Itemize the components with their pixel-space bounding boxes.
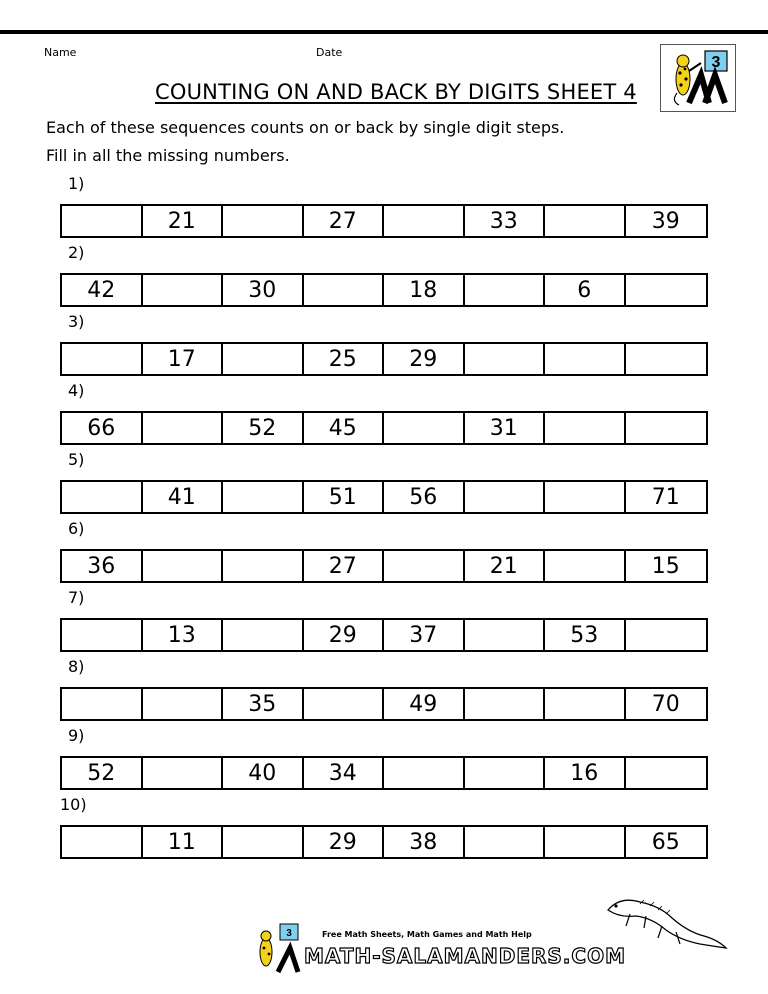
answer-box[interactable] [223,827,304,857]
sequence-number: 16 [545,758,626,788]
answer-box[interactable] [626,275,706,305]
answer-box[interactable] [62,620,143,650]
sequence-number: 27 [304,551,385,581]
answer-box[interactable] [62,827,143,857]
answer-box[interactable] [626,344,706,374]
answer-box[interactable] [62,344,143,374]
grade-logo [660,44,736,112]
sequence-number: 18 [384,275,465,305]
question-label: 10) [60,795,87,814]
date-label: Date [316,46,343,59]
question-label: 3) [68,312,85,331]
sequence-number: 13 [143,620,224,650]
answer-box[interactable] [545,413,626,443]
answer-box[interactable] [465,620,546,650]
answer-box[interactable] [545,689,626,719]
answer-box[interactable] [545,551,626,581]
sequence-number: 34 [304,758,385,788]
answer-box[interactable] [626,413,706,443]
answer-box[interactable] [304,275,385,305]
question-label: 8) [68,657,85,676]
sequence-number: 52 [223,413,304,443]
sequence-number: 27 [304,206,385,236]
sequence-number: 71 [651,484,680,510]
sequence-number: 41 [143,482,224,512]
answer-box[interactable] [223,344,304,374]
answer-box[interactable] [223,620,304,650]
sequence-row [60,687,708,721]
sequence-row [60,618,708,652]
instructions-line-1: Each of these sequences counts on or back by single digit steps. [46,118,565,137]
answer-box[interactable] [384,413,465,443]
answer-box[interactable] [143,551,224,581]
answer-box[interactable] [465,689,546,719]
answer-box[interactable] [384,206,465,236]
footer-tagline: Free Math Sheets, Math Games and Math Help [322,930,532,939]
question-label: 1) [68,174,85,193]
footer-badge-number: 3 [286,928,292,939]
answer-box[interactable] [143,689,224,719]
sequence-number: 38 [384,827,465,857]
question-label: 2) [68,243,85,262]
sequence-number: 40 [223,758,304,788]
sequence-number: 39 [651,208,680,234]
footer-site-name: MATH-SALAMANDERS.COM [304,944,626,968]
sequence-number: 25 [304,344,385,374]
sequence-number: 53 [545,620,626,650]
sequence-number: 29 [304,620,385,650]
sequence-row [60,273,708,307]
answer-box[interactable] [62,206,143,236]
sequence-number: 66 [62,413,143,443]
sequence-row [60,342,708,376]
answer-box[interactable] [143,413,224,443]
sequence-number: 31 [465,413,546,443]
answer-box[interactable] [223,482,304,512]
answer-box[interactable] [545,827,626,857]
sequence-number: 29 [384,344,465,374]
name-label: Name [44,46,77,59]
answer-box[interactable] [62,689,143,719]
question-label: 4) [68,381,85,400]
sequence-number: 65 [651,829,680,855]
instructions-line-2: Fill in all the missing numbers. [46,146,290,165]
salamander-drawing-icon [600,888,730,958]
answer-box[interactable] [465,482,546,512]
answer-box[interactable] [465,827,546,857]
sequence-number: 52 [62,758,143,788]
sequence-row [60,411,708,445]
salamander-logo-icon [661,45,735,111]
answer-box[interactable] [223,206,304,236]
answer-box[interactable] [465,344,546,374]
answer-box[interactable] [143,758,224,788]
question-label: 7) [68,588,85,607]
sequence-number: 33 [465,206,546,236]
answer-box[interactable] [304,689,385,719]
sequence-row [60,825,708,859]
sequence-number: 17 [143,344,224,374]
sequence-number: 29 [304,827,385,857]
sequence-number: 6 [545,275,626,305]
answer-box[interactable] [465,275,546,305]
sequence-number: 15 [651,553,680,579]
sequence-row [60,204,708,238]
question-label: 9) [68,726,85,745]
sequence-number: 56 [384,482,465,512]
grade-badge-number: 3 [711,54,721,71]
sequence-number: 42 [62,275,143,305]
sequence-number: 70 [651,691,680,717]
answer-box[interactable] [626,758,706,788]
sequence-number: 21 [465,551,546,581]
sequence-number: 11 [143,827,224,857]
question-label: 6) [68,519,85,538]
answer-box[interactable] [465,758,546,788]
sequence-number: 21 [143,206,224,236]
answer-box[interactable] [384,758,465,788]
sequence-number: 51 [304,482,385,512]
sequence-number: 35 [223,689,304,719]
answer-box[interactable] [223,551,304,581]
sequence-number: 49 [384,689,465,719]
sequence-number: 36 [62,551,143,581]
sequence-number: 45 [304,413,385,443]
answer-box[interactable] [143,275,224,305]
answer-box[interactable] [545,482,626,512]
sequence-row [60,549,708,583]
answer-box[interactable] [384,551,465,581]
sequence-number: 30 [223,275,304,305]
answer-box[interactable] [626,620,706,650]
question-label: 5) [68,450,85,469]
sequence-row [60,756,708,790]
top-rule [0,30,768,34]
sequence-number: 37 [384,620,465,650]
answer-box[interactable] [62,482,143,512]
page-title: COUNTING ON AND BACK BY DIGITS SHEET 4 [155,80,637,104]
answer-box[interactable] [545,344,626,374]
answer-box[interactable] [545,206,626,236]
sequence-row [60,480,708,514]
